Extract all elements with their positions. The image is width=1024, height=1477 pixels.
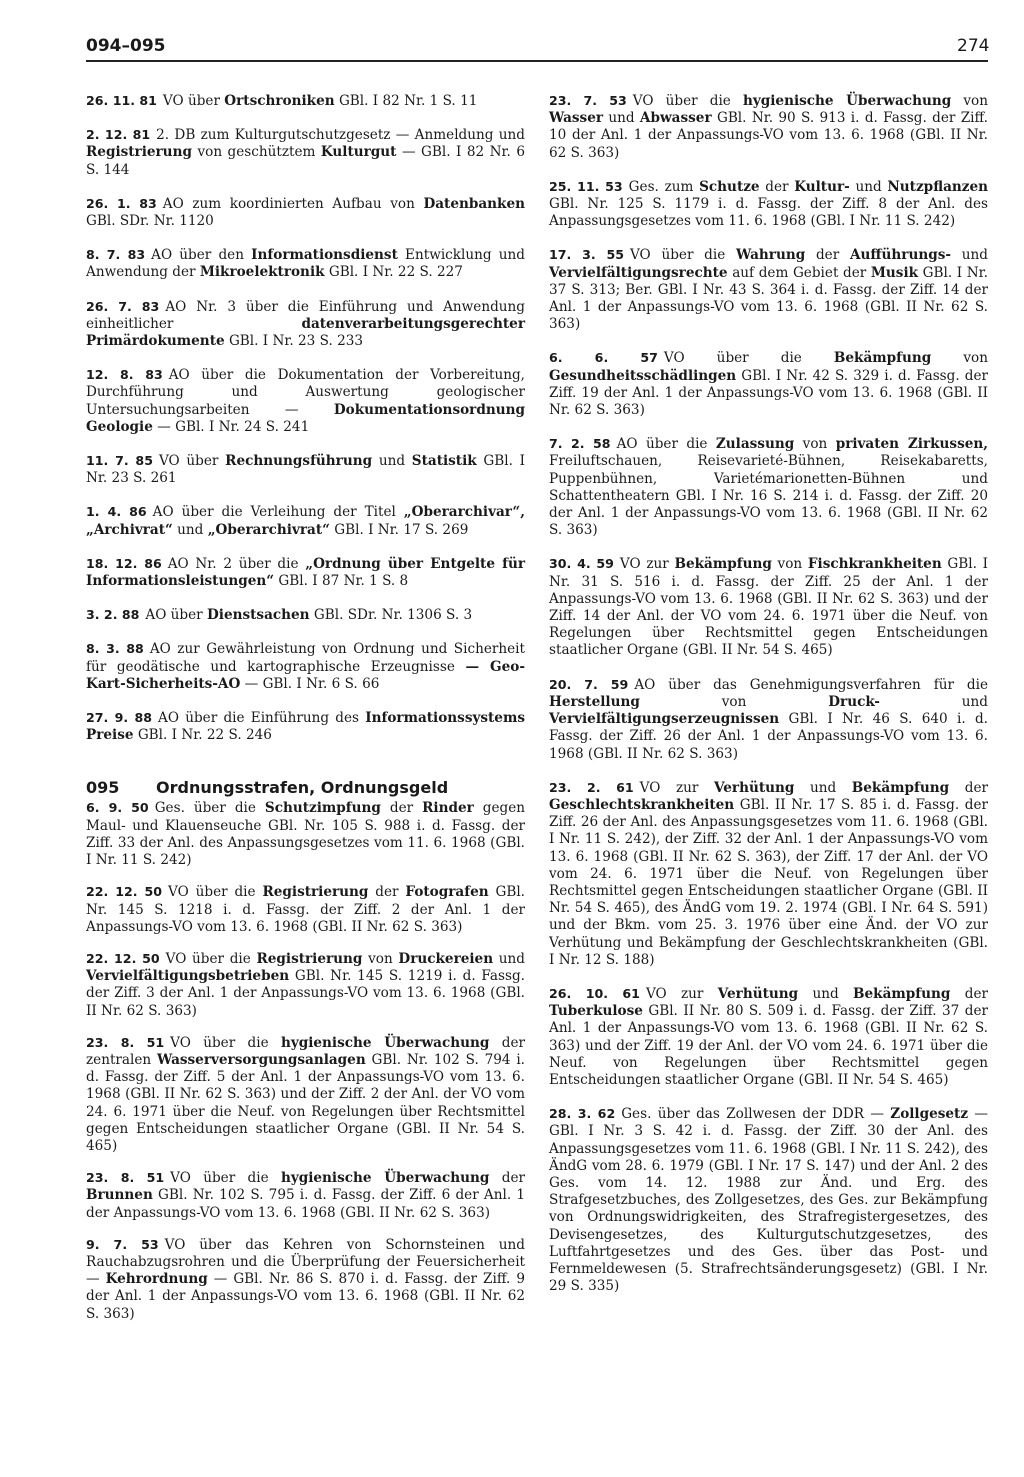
entry-text: und (603, 110, 640, 127)
entry-text: AO über die Einführung des (158, 710, 366, 727)
entry-keyword: Druckereien (398, 950, 494, 967)
entry-keyword: Bekämpfung (674, 556, 772, 573)
entry (549, 985, 988, 1089)
entry-keyword: Statistik (411, 453, 477, 470)
entry-text: VO über die (632, 93, 743, 109)
entry-keyword: Schutzimpfung (264, 800, 381, 817)
entry-text: GBl. I Nr. 22 S. 246 (133, 727, 272, 744)
entry-text: der (950, 985, 988, 1002)
entry-text: AO Nr. 2 über die (167, 555, 306, 572)
entry-text: VO über (158, 453, 226, 470)
entry-text: der (759, 178, 795, 195)
entry (549, 92, 988, 162)
entry-keyword: Fischkrankheiten (807, 556, 942, 573)
entry-text: Entwicklung und Anwendung der (86, 247, 525, 281)
entry-text: Ges. zum (628, 178, 700, 195)
entry-text: — GBl. I 82 Nr. 6 S. 144 (86, 144, 526, 178)
entry (549, 349, 988, 419)
entry-text: von geschütztem (191, 144, 321, 161)
entry-text: — GBl. I Nr. 6 S. 66 (240, 675, 380, 692)
entry-keyword: Ortschroniken (224, 93, 335, 109)
entry-keyword: Informationssystems Preise (86, 710, 525, 744)
entry-text: Freiluftschauen, Reisevarieté-Bühnen, Reisekabaretts, Puppenbühnen, Varietémarionetten-Bühnen und Schattentheatern GBl. I Nr. 16 S. 214 i. d. Fassg. der Ziff. 20 der Anl. 1 der Anpassungs-VO vom 13. 6. 1968 (GBl. II Nr. 62 S. 363) (549, 453, 988, 539)
entry-keyword: Brunnen (86, 1187, 153, 1204)
entry-keyword: Wasserversorgungsanlagen (156, 1051, 366, 1068)
entry (86, 92, 525, 110)
entry-text: von (639, 693, 829, 710)
entry (86, 883, 525, 936)
entry-keyword: Fotografen (405, 884, 489, 901)
entry (86, 1034, 525, 1155)
entry-text: VO über die (170, 1170, 281, 1187)
entry-text: von (931, 350, 988, 367)
entry-date: 26. 7. 83 (86, 298, 160, 314)
entry-text: GBl. II Nr. 80 S. 509 i. d. Fassg. der Ziff. 37 der Anl. 1 der Anpassungs-VO vom 13. 6. 1968 (GBl. II Nr. 62 S. 363) und der Ziff. 19 der Anl. der VO vom 24. 6. 1971 über die Neuf. von Regelungen über Rechtsmittel gegen Entscheidungen staatlicher Organe (GBl. II Nr. 54 S. 465) (549, 1003, 988, 1088)
entry (86, 366, 525, 436)
entry-keyword: Vervielfältigungserzeugnissen (549, 711, 780, 728)
entry-list-095 (86, 799, 525, 1322)
entry-text: Ges. über die (154, 800, 265, 817)
entry-text: der (949, 779, 988, 796)
entry (86, 555, 525, 590)
entry-date: 8. 3. 88 (86, 641, 144, 657)
entry-keyword: datenverarbeitungsgerechter Primärdokumente (86, 315, 525, 350)
entry-keyword: Dokumentationsordnung Geologie (86, 401, 525, 435)
entry-text: und (493, 950, 525, 967)
entry-text: VO über (162, 93, 225, 109)
entry-text: GBl. SDr. Nr. 1306 S. 3 (309, 607, 473, 624)
entry-text: von (771, 556, 808, 573)
entry (549, 246, 988, 333)
entry-keyword: hygienische Überwachung (280, 1170, 490, 1187)
entry (549, 779, 988, 969)
entry-text: AO über die Dokumentation der Vorbereitung, Durchführung und Auswertung geologischer Untersuchungsarbeiten — (86, 367, 525, 418)
entry-keyword: Bekämpfung (851, 779, 950, 796)
entry (86, 246, 525, 281)
running-head-range: 094–095 (86, 36, 166, 56)
entry-keyword: Dienstsachen (207, 607, 310, 624)
entry-text: der (380, 800, 423, 817)
entry-keyword: Gesundheitsschädlingen (549, 367, 737, 384)
entry-keyword: „Ordnung über Entgelte für Informationsleistungen“ (86, 555, 525, 590)
entry-text: GBl. Nr. 90 S. 913 i. d. Fassg. der Ziff. 10 der Anl. 1 der Anpassungs-VO vom 13. 6. 1968 (GBl. II Nr. 62 S. 363) (549, 110, 988, 161)
entry (549, 676, 988, 763)
entry-text: GBl. I Nr. 23 S. 261 (86, 453, 526, 487)
entry-text: auf dem Gebiet der (727, 264, 871, 281)
entry-keyword: Nutzpflanzen (887, 178, 989, 195)
entry-keyword: Zollgesetz (890, 1106, 969, 1123)
entry-date: 6. 6. 57 (549, 350, 658, 366)
entry-date: 26. 1. 83 (86, 195, 157, 211)
section-heading (86, 778, 525, 797)
entry-text: GBl. I 82 Nr. 1 S. 11 (334, 93, 478, 109)
entry-text: AO zur Gewährleistung von Ordnung und Sicherheit für geodätische und kartographische Erzeugnisse (86, 641, 525, 675)
entry-text: GBl. I 87 Nr. 1 S. 8 (274, 573, 409, 590)
entry-keyword: privaten Zirkussen, (835, 436, 988, 453)
entry-date: 8. 7. 83 (86, 247, 146, 263)
entry-date: 1. 4. 86 (86, 504, 147, 520)
entry-text: VO über die (629, 247, 737, 264)
entry-date: 11. 7. 85 (86, 453, 153, 469)
entry-text: der (805, 247, 850, 264)
entry-text: AO über das Genehmigungsverfahren für die (634, 676, 988, 693)
left-column (86, 92, 525, 1337)
entry-text: Ges. über das Zollwesen der DDR — (621, 1106, 891, 1123)
entry-keyword: Bekämpfung (853, 985, 951, 1002)
entry (549, 178, 988, 231)
entry-keyword: „Oberarchivar“, „Archivrat“ (86, 504, 525, 538)
entry-keyword: Herstellung (549, 693, 640, 710)
entry-text: von (794, 436, 836, 453)
entry (86, 640, 525, 693)
entry-text: GBl. I Nr. 31 S. 516 i. d. Fassg. der Ziff. 25 der Anl. 1 der Anpassungs-VO vom 13. 6. 1968 (GBl. II Nr. 62 S. 363) und der Ziff. 14 der Anl. der VO vom 24. 6. 1971 über die Neuf. von Regelungen über Rechtsmittel gegen Entscheidungen staatlicher Organe (GBl. II Nr. 54 S. 465) (549, 556, 988, 659)
entry-keyword: Druck- (828, 693, 880, 710)
entry-keyword: Kultur- (794, 178, 850, 195)
section-number: 095 (86, 778, 120, 798)
entry-text: GBl. II Nr. 17 S. 85 i. d. Fassg. der Ziff. 26 der Anl. des Anpassungsgesetzes vom 11. 6. 1968 (GBl. I Nr. 11 S. 242), der Ziff. 32 der Anl. 1 der Anpassungs-VO vom 13. 6. 1968 (GBl. II Nr. 62 S. 363), der Ziff. 17 der Anl. der VO vom 24. 6. 1971 über die Neuf. von Regelungen über Rechtsmittel gegen Entscheidungen staatlicher Organe (GBl. II Nr. 54 S. 465), des ÄndG vom 19. 2. 1974 (GBl. I Nr. 64 S. 591) und der Bkm. vom 25. 3. 1976 über eine Änd. der VO zur Verhütung und Bekämpfung der Geschlechtskrankheiten (GBl. I Nr. 12 S. 188) (549, 796, 988, 968)
entry-date: 2. 12. 81 (86, 127, 151, 143)
entry-text: und (879, 693, 988, 710)
entry-date: 28. 3. 62 (549, 1106, 616, 1122)
entry (86, 126, 525, 179)
entry-text: VO über die (663, 350, 834, 367)
entry-text: AO über den (151, 247, 252, 264)
entry-text: AO über (145, 607, 207, 624)
entry-keyword: Musik (870, 264, 919, 281)
entry-text: AO zum koordinierten Aufbau von (162, 195, 424, 212)
entry-keyword: Mikroelektronik (199, 264, 325, 281)
entry-text: VO zur (619, 556, 675, 573)
entry-list-094 (86, 92, 525, 744)
entry-text: der zentralen (86, 1034, 525, 1068)
entry-date: 22. 12. 50 (86, 884, 163, 900)
entry-date: 23. 8. 51 (86, 1034, 165, 1050)
entry-keyword: Wasser (549, 110, 604, 127)
entry-date: 22. 12. 50 (86, 950, 160, 966)
entry (86, 1236, 525, 1323)
entry-text: von (362, 950, 399, 967)
entry-text: VO über die (165, 950, 257, 967)
entry-text: und (794, 779, 852, 796)
entry-text: der (489, 1170, 525, 1187)
entry-date: 23. 2. 61 (549, 779, 634, 795)
entry-text: von (951, 93, 988, 109)
header-rule (86, 60, 988, 62)
entry-keyword: Vervielfältigungsrechte (549, 264, 728, 281)
entry (86, 195, 525, 230)
entry-text: GBl. Nr. 125 S. 1179 i. d. Fassg. der Ziff. 8 der Anl. des Anpassungsgesetzes vom 11. 6. 1968 (GBl. I Nr. 11 S. 242) (549, 196, 988, 230)
entry-keyword: Schutze (699, 178, 760, 195)
entry (86, 503, 525, 538)
entry-text: der (368, 884, 406, 901)
entry-text: GBl. I Nr. 23 S. 233 (224, 333, 364, 350)
entry-keyword: Abwasser (639, 110, 712, 127)
entry-text: VO über das Kehren von Schornsteinen und Rauchabzugsrohren und die Überprüfung der Feuersicherheit — (86, 1236, 526, 1288)
entry-keyword: Registrierung (262, 884, 369, 901)
entry-text: VO über die (168, 884, 263, 901)
entry-text: GBl. I Nr. 37 S. 313; Ber. GBl. I Nr. 43 S. 364 i. d. Fassg. der Ziff. 14 der Anl. 1 der Anpassungs-VO vom 13. 6. 1968 (GBl. II Nr. 62 S. 363) (549, 264, 988, 333)
entry-date: 23. 8. 51 (86, 1170, 165, 1186)
entry-keyword: Wahrung (736, 247, 806, 264)
entry-date: 6. 9. 50 (86, 800, 149, 816)
entry-text: 2. DB zum Kulturgutschutzgesetz — Anmeldung und (156, 127, 525, 144)
entry-text: VO über die (170, 1034, 281, 1051)
entry-keyword: Tuberkulose (549, 1003, 643, 1020)
entry-date: 27. 9. 88 (86, 710, 152, 726)
entry-keyword: Verhütung (717, 985, 799, 1002)
entry-text: und (849, 178, 888, 195)
entry-keyword: „Oberarchivrat“ (207, 521, 330, 538)
entry-keyword: Kehrordnung (105, 1271, 208, 1288)
entry-keyword: Zulassung (715, 436, 795, 453)
entry-text: GBl. Nr. 145 S. 1218 i. d. Fassg. der Ziff. 2 der Anl. 1 der Anpassungs-VO vom 13. 6. 1968 (GBl. II Nr. 62 S. 363) (86, 884, 525, 935)
right-column (549, 92, 988, 1311)
entry-text: und (951, 247, 988, 264)
entry-text: GBl. Nr. 102 S. 795 i. d. Fassg. der Ziff. 6 der Anl. 1 der Anpassungs-VO vom 13. 6. 1968 (GBl. II Nr. 62 S. 363) (86, 1187, 525, 1221)
entry-text: AO über die (616, 436, 716, 453)
entry-date: 25. 11. 53 (549, 178, 623, 194)
entry-keyword: Registrierung (256, 950, 363, 967)
entry-date: 20. 7. 59 (549, 676, 629, 692)
entry-text: GBl. I Nr. 17 S. 269 (329, 521, 469, 538)
entry (86, 799, 525, 869)
entry-keyword: Kulturgut (320, 144, 397, 161)
entry-text: GBl. Nr. 145 S. 1219 i. d. Fassg. der Ziff. 3 der Anl. 1 der Anpassungs-VO vom 13. 6. 1968 (GBl. II Nr. 62 S. 363) (86, 968, 525, 1019)
entry-text: VO zur (639, 779, 714, 796)
entry-text: — GBl. I Nr. 24 S. 241 (152, 418, 310, 435)
entry-text: GBl. I Nr. 22 S. 227 (324, 264, 463, 281)
entry-keyword: Bekämpfung (833, 350, 932, 367)
entry (86, 606, 525, 624)
page-number: 274 (957, 36, 990, 56)
entry-date: 23. 7. 53 (549, 93, 627, 108)
entry-date: 17. 3. 55 (549, 247, 624, 263)
entry-date: 18. 12. 86 (86, 555, 162, 571)
entry-date: 30. 4. 59 (549, 556, 614, 572)
entry-text: gegen Maul- und Klauenseuche GBl. Nr. 105 S. 988 i. d. Fassg. der Ziff. 33 der Anl. des Anpassungsgesetzes vom 11. 6. 1968 (GBl. I Nr. 11 S. 242) (86, 800, 526, 869)
entry-date: 12. 8. 83 (86, 367, 163, 383)
entry (86, 709, 525, 744)
entry-text: GBl. SDr. Nr. 1120 (86, 213, 214, 230)
entry-text: GBl. I Nr. 46 S. 640 i. d. Fassg. der Ziff. 26 der Anl. 1 der Anpassungs-VO vom 13. 6. 1968 (GBl. II Nr. 62 S. 363) (549, 711, 988, 762)
entry-keyword: Verhütung (713, 779, 795, 796)
entry-keyword: — Geo-Kart-Sicherheits-AO (86, 658, 525, 692)
entry-text: und (372, 453, 412, 470)
entry-keyword: Vervielfältigungsbetrieben (86, 968, 290, 985)
entry (86, 950, 525, 1020)
entry (86, 1169, 525, 1222)
entry-text: und (798, 985, 854, 1002)
entry-text: VO zur (645, 985, 718, 1002)
entry-text: GBl. Nr. 102 S. 794 i. d. Fassg. der Ziff. 5 der Anl. 1 der Anpassungs-VO vom 13. 6. 1968 (GBl. II Nr. 62 S. 363) und der Ziff. 2 der Anl. der VO vom 24. 6. 1971 über die Neuf. von Regelungen über Rechtsmittel gegen Entscheidungen staatlicher Organe (GBl. II Nr. 54 S. 465) (86, 1051, 525, 1154)
entry-keyword: Aufführungs- (849, 247, 952, 264)
entry-list-095-continued (549, 92, 988, 1295)
entry-text: AO über die Verleihung der Titel (152, 504, 404, 521)
entry-keyword: hygienische Überwachung (742, 93, 952, 109)
entry (549, 1105, 988, 1295)
section-title: Ordnungsstrafen, Ordnungsgeld (156, 778, 449, 798)
entry-keyword: Geschlechtskrankheiten (549, 796, 735, 813)
entry-date: 26. 10. 61 (549, 985, 640, 1001)
entry-text: AO Nr. 3 über die Einführung und Anwendung einheitlicher (86, 298, 525, 332)
entry (86, 452, 525, 487)
entry-text: — GBl. Nr. 86 S. 870 i. d. Fassg. der Ziff. 9 der Anl. 1 der Anpassungs-VO vom 13. 6. 1968 (GBl. II Nr. 62 S. 363) (86, 1271, 525, 1322)
entry (86, 298, 525, 351)
entry-keyword: Datenbanken (423, 195, 526, 212)
entry-date: 26. 11. 81 (86, 93, 157, 108)
entry-keyword: hygienische Überwachung (280, 1034, 490, 1051)
entry-text: GBl. I Nr. 42 S. 329 i. d. Fassg. der Ziff. 19 der Anl. 1 der Anpassungs-VO vom 13. 6. 1968 (GBl. II Nr. 62 S. 363) (549, 367, 988, 419)
entry-text: und (172, 521, 208, 538)
entry-keyword: Rechnungsführung (225, 453, 373, 470)
entry-date: 3. 2. 88 (86, 607, 140, 623)
entry-date: 7. 2. 58 (549, 436, 611, 452)
entry-text: — GBl. I Nr. 3 S. 42 i. d. Fassg. der Ziff. 30 der Anl. des Anpassungsgesetzes vom 11. 6. 1968 (GBl. I Nr. 11 S. 242), des ÄndG vom 28. 6. 1979 (GBl. I Nr. 17 S. 147) und der Anl. 2 des Ges. vom 14. 12. 1988 zur Änd. und Erg. des Strafgesetzbuches, des Zollgesetzes, des Ges. zur Bekämpfung von Ordnungswidrigkeiten, des Strafregistergesetzes, des Devisengesetzes, des Kulturgutschutzgesetzes, des Luftfahrtgesetzes und des Ges. über das Post- und Fernmeldewesen (5. Strafrechtsänderungsgesetz) (GBl. I Nr. 29 S. 335) (549, 1106, 988, 1295)
entry (549, 435, 988, 539)
entry-keyword: Informationsdienst (251, 247, 398, 264)
entry (549, 555, 988, 659)
entry-keyword: Rinder (422, 800, 474, 817)
entry-keyword: Registrierung (86, 144, 192, 161)
entry-date: 9. 7. 53 (86, 1236, 159, 1252)
